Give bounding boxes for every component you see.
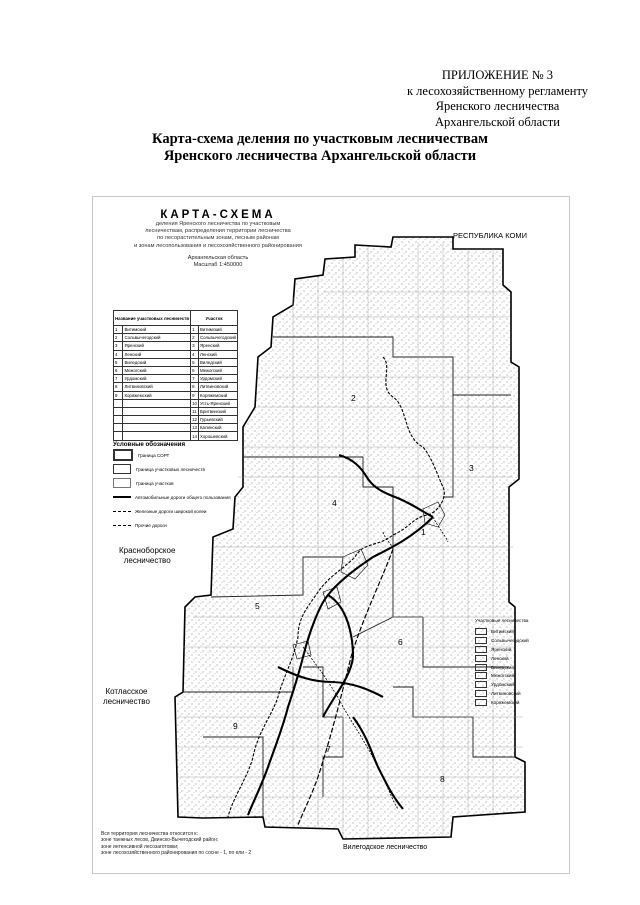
convention-label: Граница СОРТ [138, 452, 170, 458]
table-row [114, 358, 238, 366]
annex-number: ПРИЛОЖЕНИЕ № 3 [441, 68, 554, 82]
section-swatch [475, 637, 487, 644]
section-label: Межогский [491, 673, 515, 679]
row-name [123, 407, 191, 415]
map-subtitle-line: и зонам лесопользования и лесохозяйственного районирования [134, 242, 302, 249]
row-sector-number: 12 [192, 417, 197, 423]
row-name [123, 424, 191, 432]
convention-label: Граница участков [136, 480, 174, 486]
convention-label: Прочие дороги [135, 522, 167, 528]
row-sector: Усть-Яренский [198, 399, 237, 407]
map-heading-block [113, 209, 323, 269]
sections-legend-item [475, 654, 535, 663]
section-number: 5 [255, 601, 260, 611]
section-label: Урдомский [491, 682, 514, 688]
section-label: Литвиновский [491, 691, 521, 697]
map-region: Архангельская область [187, 254, 249, 261]
label-kotlas [103, 687, 150, 707]
section-number: 7 [326, 744, 331, 754]
label-republic-komi: РЕСПУБЛИКА КОМИ [453, 231, 528, 240]
row-number: 1 [114, 326, 123, 334]
section-label: Яренский [491, 646, 512, 652]
row-sector: Виледский [198, 358, 237, 366]
label-krasnoborsk [119, 546, 175, 566]
map-subtitle-line: по лесорастительным зонам, лесным районам [157, 235, 279, 242]
section-swatch [475, 672, 487, 679]
convention-item [113, 504, 273, 518]
map-drawing [93, 197, 569, 873]
section-number: 8 [440, 774, 445, 784]
row-sector: Сольвычегодский [199, 335, 236, 341]
row-name: Виледский [123, 358, 191, 366]
title-line-2: Яренского лесничества Архангельской области [163, 148, 477, 164]
table-row [114, 432, 238, 440]
sections-legend-heading: Участковые лесничества [475, 618, 529, 623]
table-head-name: Название участковых лесничеств [114, 311, 191, 326]
sections-legend-item [475, 627, 535, 636]
railway-swatch [113, 511, 131, 512]
row-sector: Хорошевский [198, 432, 237, 440]
annex-line-4: Архангельской области [435, 114, 560, 129]
footnote-line: Вся территория лесничества относится к: [101, 831, 198, 837]
section-number: 6 [398, 637, 403, 647]
map-scale: Масштаб 1:450000 [193, 262, 243, 269]
map-region-scale [113, 255, 323, 269]
section-swatch [475, 628, 487, 635]
row-sector: Урдомский [198, 375, 237, 383]
row-sector: Витимский [198, 326, 237, 334]
row-number: 4 [114, 350, 123, 358]
sections-table [113, 310, 238, 441]
row-sector: Гурьевский [198, 416, 237, 424]
table-row [114, 350, 238, 358]
row-sector: Ленский [198, 350, 237, 358]
section-swatch [475, 690, 487, 697]
section-label: Виледский [491, 664, 514, 670]
footnote-line: зоне интенсивной лесозаготовки; [101, 843, 179, 850]
sections-table-body [114, 326, 238, 441]
row-sector: Коряжемский [198, 391, 237, 399]
footnote-line: зоне лесохозяйственного районирования по сосне - 1, по ели - 2 [101, 849, 252, 856]
label-vilegodsk: Вилегодское лесничество [343, 844, 428, 851]
table-row [114, 424, 238, 432]
section-number: 1 [421, 527, 426, 537]
road-swatch [113, 496, 131, 498]
convention-item [113, 476, 273, 490]
sections-legend-item [475, 636, 535, 645]
sections-legend-items [475, 627, 535, 707]
section-swatch [475, 664, 487, 671]
row-sector: Яренский [198, 342, 237, 350]
row-sector-number: 13 [192, 425, 197, 431]
row-name [123, 432, 191, 440]
row-sector: Межогский [198, 366, 237, 374]
row-sector-number: 2 [191, 334, 199, 342]
table-row [114, 326, 238, 334]
row-number [114, 432, 123, 440]
row-sector-number: 5 [191, 358, 199, 366]
row-sector: Бритвинский [198, 407, 237, 415]
row-name: Ленский [123, 350, 191, 358]
map-subtitle-line: деления Яренского лесничества по участковым [155, 221, 281, 227]
row-sector-number: 8 [191, 383, 199, 391]
row-number [114, 407, 123, 415]
sections-legend-item [475, 645, 535, 654]
section-label: Витимский [491, 628, 514, 634]
section-label: Сольвычегодский [491, 637, 529, 643]
row-sector-number: 9 [191, 391, 199, 399]
section-number: 2 [351, 393, 356, 403]
section-label: Коряжемский [491, 700, 520, 706]
row-name [123, 399, 191, 407]
row-number: 8 [114, 383, 123, 391]
conventions-heading: Условные обозначения [113, 441, 186, 448]
row-sector-number: 14 [192, 433, 197, 439]
section-swatch [475, 655, 487, 662]
sections-legend-item [475, 689, 535, 698]
annex-header [407, 68, 588, 130]
row-number [114, 424, 123, 432]
sections-legend-item [475, 680, 535, 689]
convention-item [113, 448, 273, 462]
footnote-line: зоне таежных лесов, Двинско-Вычегодский район; [101, 837, 219, 844]
sections-legend-item [475, 663, 535, 672]
boundary-swatch [113, 478, 131, 488]
row-number: 9 [114, 391, 123, 399]
row-number: 7 [114, 375, 123, 383]
row-sector-number: 10 [192, 400, 197, 406]
table-row [114, 399, 238, 407]
row-sector: Литвиновский [198, 383, 237, 391]
sections-legend-item [475, 698, 535, 707]
section-swatch [475, 646, 487, 653]
table-row [114, 334, 238, 342]
section-number: 3 [469, 463, 474, 473]
convention-item [113, 462, 273, 476]
conventions-legend [113, 441, 273, 532]
row-name: Урдомский [123, 375, 191, 383]
annex-line-2: к лесохозяйственному регламенту [406, 83, 588, 98]
convention-item [113, 490, 273, 504]
row-sector-number: 6 [191, 366, 199, 374]
label-kotlas-line: лесничество [103, 697, 150, 706]
row-number: 6 [114, 366, 123, 374]
row-name: Яренский [123, 342, 191, 350]
row-sector-number: 4 [191, 350, 199, 358]
section-swatch [475, 681, 487, 688]
annex-line-3: Яренского лесничества [435, 99, 560, 113]
sections-legend [475, 618, 535, 707]
row-sector-number: 11 [192, 408, 197, 414]
map-footnote [101, 831, 251, 856]
map-subtitle-line: лесничествам, распределения территории лесничества [145, 228, 291, 235]
row-name: Сольвычегодский [123, 334, 191, 342]
table-row [114, 342, 238, 350]
row-sector-number: 7 [191, 375, 199, 383]
row-name: Витимский [123, 326, 191, 334]
section-label: Ленский [491, 655, 509, 661]
table-row [114, 416, 238, 424]
row-number [114, 416, 123, 424]
row-number: 2 [114, 334, 123, 342]
label-krasnoborsk-line: Красноборское [119, 546, 176, 555]
map-heading: КАРТА-СХЕМА [160, 209, 276, 221]
convention-label: Граница участковых лесничеств [136, 466, 205, 472]
row-sector-number: 1 [191, 326, 199, 334]
convention-label: Железные дороги широкой колеи [135, 508, 207, 514]
row-sector: Калинский [198, 424, 237, 432]
document-title [0, 131, 640, 165]
convention-label: Автомобильные дороги общего пользования [135, 494, 231, 500]
row-number: 3 [114, 342, 123, 350]
sections-legend-item [475, 671, 535, 680]
label-kotlas-line: Котласское [105, 687, 148, 696]
row-number [114, 399, 123, 407]
table-row [114, 391, 238, 399]
section-swatch [475, 699, 487, 706]
table-row [114, 366, 238, 374]
table-head-sector: Участок [191, 311, 238, 326]
boundary-swatch [113, 449, 133, 461]
map-subtitle [113, 221, 323, 250]
section-number: 9 [233, 721, 238, 731]
table-row [114, 383, 238, 391]
label-krasnoborsk-line: лесничество [123, 556, 171, 565]
table-row [114, 375, 238, 383]
row-name [123, 416, 191, 424]
convention-item [113, 518, 273, 532]
row-name: Коряжемский [123, 391, 191, 399]
other-road-swatch [113, 525, 131, 526]
row-number: 5 [114, 358, 123, 366]
map-sheet [92, 196, 570, 874]
section-number: 4 [332, 498, 337, 508]
row-name: Межогский [123, 366, 191, 374]
row-name: Литвиновский [123, 383, 191, 391]
table-row [114, 407, 238, 415]
title-line-1: Карта-схема деления по участковым лесничествам [152, 131, 488, 147]
row-sector-number: 3 [191, 342, 199, 350]
boundary-swatch [113, 464, 131, 474]
